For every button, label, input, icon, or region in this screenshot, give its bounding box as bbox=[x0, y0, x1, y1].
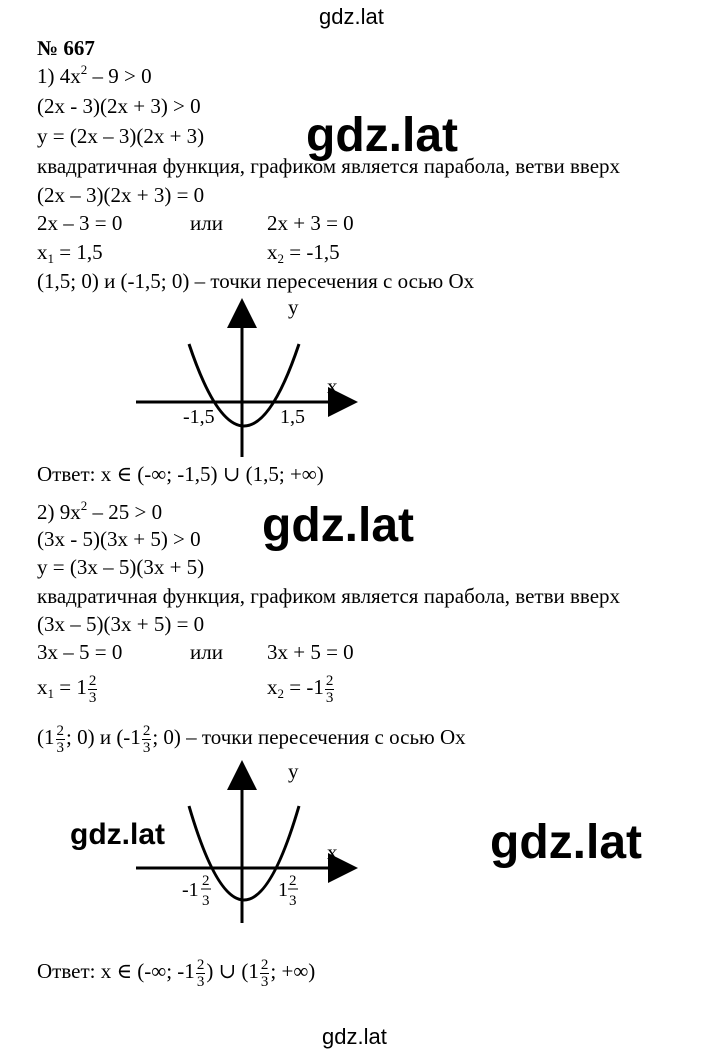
p2-equation: (3x – 5)(3x + 5) = 0 bbox=[37, 612, 205, 636]
watermark-large-2: gdz.lat bbox=[262, 499, 414, 552]
fraction: $\frac{2}{3}$ bbox=[88, 672, 97, 706]
p1-equation: (2x – 3)(2x + 3) = 0 bbox=[37, 183, 205, 207]
p1-parabola-graph bbox=[130, 292, 370, 462]
p1-x-label: x bbox=[327, 374, 338, 398]
watermark-right-3: gdz.lat bbox=[490, 816, 642, 869]
watermark-bottom: gdz.lat bbox=[322, 1024, 387, 1049]
p1-intersection: (1,5; 0) и (-1,5; 0) – точки пересечения с осью Ox bbox=[37, 269, 475, 293]
p1-eq-right: 2x + 3 = 0 bbox=[267, 211, 354, 235]
p1-factored: (2x - 3)(2x + 3) > 0 bbox=[37, 94, 201, 118]
watermark-left-3: gdz.lat bbox=[70, 818, 165, 851]
p2-root-left-frac-den: 3 bbox=[202, 893, 210, 909]
p1-or: или bbox=[190, 211, 223, 235]
p2-x-label: x bbox=[327, 840, 338, 864]
p2-eq-right: 3x + 5 = 0 bbox=[267, 640, 354, 664]
p1-root-left-label: -1,5 bbox=[183, 406, 215, 428]
p2-intersection: (1 $\frac{2}{3}$ ; 0) и (-1 $\frac{2}{3}$ ; 0) – точки пересечения с осью Ox bbox=[37, 722, 466, 756]
fraction: $\frac{2}{3}$ bbox=[260, 956, 269, 990]
fraction: $\frac{2}{3}$ bbox=[196, 956, 205, 990]
p2-parabola-graph bbox=[130, 758, 370, 928]
p1-description: квадратичная функция, графиком является парабола, ветви вверх bbox=[37, 154, 621, 178]
p2-answer: Ответ: x ∈ (-∞; -1 $\frac{2}{3}$ ) ∪ (1 $\frac{2}{3}$ ; +∞) bbox=[37, 956, 316, 990]
p1-root-1: $x_1 = 1,5$ bbox=[37, 240, 103, 266]
p1-function: y = (2x – 3)(2x + 3) bbox=[37, 124, 205, 148]
p1-y-label: y bbox=[288, 295, 299, 319]
p1-answer: Ответ: x ∈ (-∞; -1,5) ∪ (1,5; +∞) bbox=[37, 462, 324, 486]
p2-or: или bbox=[190, 640, 223, 664]
p2-root-right-frac-num: 2 bbox=[289, 873, 297, 889]
p2-function: y = (3x – 5)(3x + 5) bbox=[37, 555, 205, 579]
p2-root-2: $x_2 = -1$ $\frac{2}{3}$ bbox=[267, 672, 334, 706]
p2-eq-left: 3x – 5 = 0 bbox=[37, 640, 123, 664]
p1-inequality: 1) $4x^2 - 9 > 0$ bbox=[37, 62, 152, 88]
p1-eq-left: 2x – 3 = 0 bbox=[37, 211, 123, 235]
p2-root-left-label: -1 bbox=[182, 879, 199, 901]
watermark-top: gdz.lat bbox=[319, 4, 384, 29]
problem-number: № 667 bbox=[37, 36, 95, 60]
p2-description: квадратичная функция, графиком является парабола, ветви вверх bbox=[37, 584, 621, 608]
p1-root-right-label: 1,5 bbox=[280, 406, 305, 428]
p2-root-left-frac-num: 2 bbox=[202, 873, 210, 889]
p2-factored: (3x - 5)(3x + 5) > 0 bbox=[37, 527, 201, 551]
p2-inequality: 2) $9x^2 - 25 > 0$ bbox=[37, 498, 163, 524]
p2-y-label: y bbox=[288, 759, 299, 783]
fraction: $\frac{2}{3}$ bbox=[325, 672, 334, 706]
fraction: $\frac{2}{3}$ bbox=[142, 722, 151, 756]
p2-root-right-frac-den: 3 bbox=[289, 893, 297, 909]
fraction: $\frac{2}{3}$ bbox=[56, 722, 64, 756]
p2-root-right-label: 1 bbox=[278, 879, 288, 901]
watermark-large-1: gdz.lat bbox=[306, 109, 458, 162]
p2-root-1: $x_1 = 1$ $\frac{2}{3}$ bbox=[37, 672, 97, 706]
p1-root-2: $x_2 = -1,5$ bbox=[267, 240, 340, 266]
